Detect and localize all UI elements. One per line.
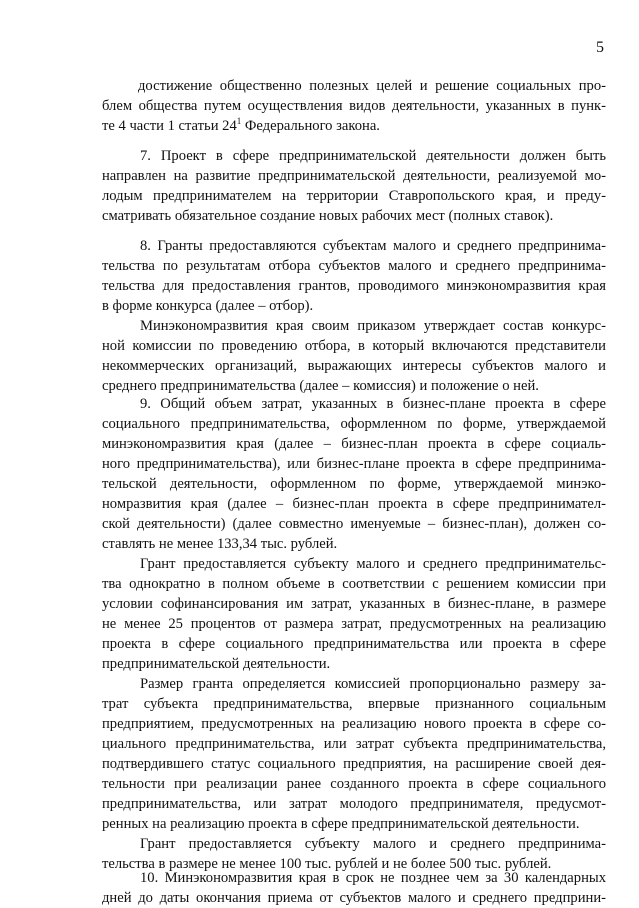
- text-line: [140, 146, 606, 166]
- superscript: 1: [236, 116, 242, 126]
- text-line: [140, 868, 606, 888]
- text-line: [102, 888, 606, 908]
- text-line: [102, 116, 606, 136]
- line-text: трат субъекта предпринимательства, впервые признанного социальным: [102, 696, 606, 712]
- text-line: [102, 414, 606, 434]
- line-text: 9. Общий объем затрат, указанных в бизнес-плане проекта в сфере: [140, 396, 606, 412]
- text-line: [102, 296, 606, 316]
- line-text: Размер гранта определяется комиссией пропорционально размеру за-: [140, 676, 606, 692]
- text-line: [102, 256, 606, 276]
- text-line: [138, 76, 606, 96]
- text-line: [140, 394, 606, 414]
- line-text: ставлять не менее 133,34 тыс. рублей.: [102, 536, 338, 552]
- line-text: те 4 части 1 статьи 24: [102, 118, 237, 134]
- text-line: [102, 514, 606, 534]
- line-text: минэкономразвития края (далее – бизнес-план проекта в сфере социаль-: [102, 436, 606, 452]
- text-line: [102, 634, 606, 654]
- line-text: 10. Минэкономразвития края в срок не позднее чем за 30 календарных: [140, 870, 606, 886]
- text-line: [102, 434, 606, 454]
- text-line: [102, 186, 606, 206]
- line-text: условии софинансирования им затрат, указанных в бизнес-плане, в размере: [102, 596, 606, 612]
- text-line: [102, 474, 606, 494]
- text-line: [102, 774, 606, 794]
- line-text: направлен на развитие предпринимательской деятельности, реализуемой мо-: [102, 168, 606, 184]
- line-text: ной комиссии по проведению отбора, в который включаются представители: [102, 338, 606, 354]
- line-text: среднего предпринимательства (далее – комиссия) и положение о ней.: [102, 378, 539, 394]
- page-number: 5: [596, 39, 604, 56]
- text-line: [102, 814, 606, 834]
- text-line: [102, 694, 606, 714]
- text-line: [102, 276, 606, 296]
- line-text: номразвития края (далее – бизнес-план проекта в сфере предпринимател-: [102, 496, 606, 512]
- text-line: [102, 594, 606, 614]
- text-line: [102, 96, 606, 116]
- text-line: [140, 674, 606, 694]
- text-line: [140, 236, 606, 256]
- line-text: блем общества путем осуществления видов деятельности, указанных в пунк-: [102, 98, 606, 114]
- line-text: достижение общественно полезных целей и решение социальных про-: [138, 78, 606, 94]
- text-line: [102, 166, 606, 186]
- text-line: [102, 714, 606, 734]
- line-text: социального предпринимательства, оформленном по форме, утверждаемой: [102, 416, 606, 432]
- text-line: [102, 356, 606, 376]
- line-text: в форме конкурса (далее – отбор).: [102, 298, 314, 314]
- line-text: ской деятельности) (далее совместно именуемые – бизнес-план), должен со-: [102, 516, 606, 532]
- line-text: ного предпринимательства), или бизнес-плане проекта в сфере предпринима-: [102, 456, 606, 472]
- text-line: [140, 834, 606, 854]
- text-line: [140, 554, 606, 574]
- line-text: подтвердившего статус социального предприятия, на расширение своей дея-: [102, 756, 606, 772]
- line-text: проекта в сфере социального предпринимательства или проекта в сфере: [102, 636, 606, 652]
- line-text: циального предпринимательства, или затрат субъекта предпринимательства,: [102, 736, 606, 752]
- line-text: Грант предоставляется субъекту малого и среднего предпринимательс-: [140, 556, 606, 572]
- text-line: [102, 654, 606, 674]
- line-text: не менее 25 процентов от размера затрат, предусмотренных на реализацию: [102, 616, 606, 632]
- line-text: тва однократно в полном объеме в соответствии с решением комиссии при: [102, 576, 606, 592]
- text-line: [102, 574, 606, 594]
- line-text: тельской деятельности, оформленном по форме, утверждаемой минэко-: [102, 476, 606, 492]
- line-text: ренных на реализацию проекта в сфере предпринимательской деятельности.: [102, 816, 580, 832]
- line-text: Минэкономразвития края своим приказом утверждает состав конкурс-: [140, 318, 606, 334]
- text-line: [102, 494, 606, 514]
- text-line: [102, 336, 606, 356]
- line-text: лодым предпринимателем на территории Ставропольского края, и преду-: [102, 188, 606, 204]
- line-text: предпринимательской деятельности.: [102, 656, 331, 672]
- text-line: [102, 454, 606, 474]
- line-text: сматривать обязательное создание новых рабочих мест (полных ставок).: [102, 208, 554, 224]
- text-line: [140, 316, 606, 336]
- line-text: предприятием, предусмотренных на реализацию нового проекта в сфере со-: [102, 716, 606, 732]
- line-text: предпринимательства, или затрат молодого предпринимателя, предусмот-: [102, 796, 606, 812]
- text-line: [102, 206, 606, 226]
- text-line: [102, 734, 606, 754]
- line-text: дней до даты окончания приема от субъектов малого и среднего предприни-: [102, 890, 606, 906]
- line-text: тельства в размере не менее 100 тыс. рублей и не более 500 тыс. рублей.: [102, 856, 552, 872]
- text-line: [102, 376, 606, 396]
- text-line: [102, 754, 606, 774]
- line-text: тельства для предоставления грантов, проводимого минэкономразвития края: [102, 278, 606, 294]
- text-line: [102, 614, 606, 634]
- line-text: 7. Проект в сфере предпринимательской деятельности должен быть: [140, 148, 606, 164]
- line-text: тельности при реализации ранее созданного проекта в сфере социального: [102, 776, 606, 792]
- line-text: тельства по результатам отбора субъектов малого и среднего предпринима-: [102, 258, 606, 274]
- line-text-tail: Федерального закона.: [241, 118, 380, 134]
- text-line: [102, 794, 606, 814]
- text-line: [102, 534, 606, 554]
- line-text: некоммерческих организаций, выражающих интересы субъектов малого и: [102, 358, 606, 374]
- line-text: 8. Гранты предоставляются субъектам малого и среднего предпринима-: [140, 238, 606, 254]
- line-text: Грант предоставляется субъекту малого и среднего предпринима-: [140, 836, 606, 852]
